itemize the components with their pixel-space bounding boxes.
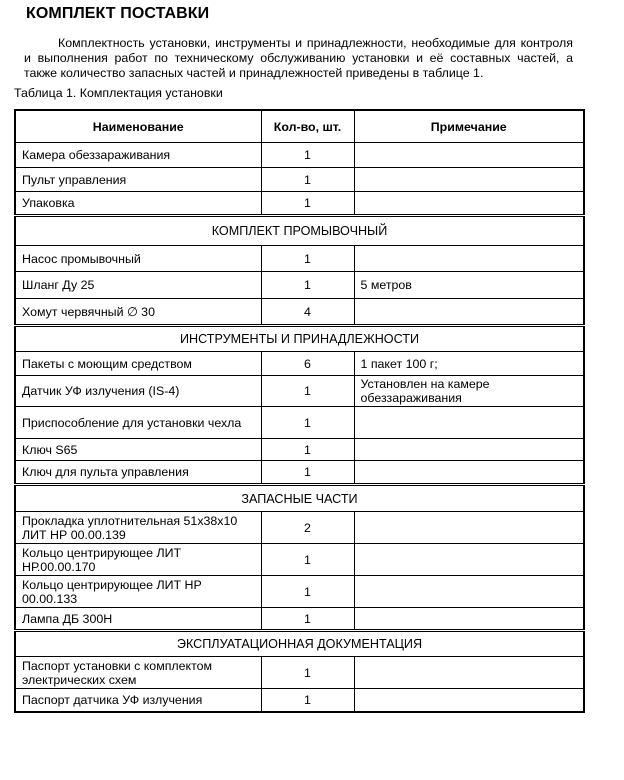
row-name: Шланг Ду 25 bbox=[15, 272, 261, 299]
row-qty: 6 bbox=[261, 352, 354, 376]
section-header-row bbox=[15, 326, 584, 352]
row-name: Паспорт датчика УФ излучения bbox=[15, 689, 261, 712]
section-title: ИНСТРУМЕНТЫ И ПРИНАДЛЕЖНОСТИ bbox=[15, 326, 584, 352]
row-qty: 1 bbox=[261, 143, 354, 168]
row-qty: 1 bbox=[261, 272, 354, 299]
table-row bbox=[15, 192, 584, 216]
table-row bbox=[15, 608, 584, 631]
header-note: Примечание bbox=[354, 110, 584, 143]
section-header-row bbox=[15, 485, 584, 512]
table-row bbox=[15, 576, 584, 608]
row-note bbox=[354, 407, 584, 439]
row-note bbox=[354, 576, 584, 608]
table-header-row bbox=[15, 110, 584, 143]
row-note bbox=[354, 246, 584, 272]
row-qty: 1 bbox=[261, 689, 354, 712]
row-note bbox=[354, 192, 584, 216]
row-name: Насос промывочный bbox=[15, 246, 261, 272]
section-title: ЗАПАСНЫЕ ЧАСТИ bbox=[15, 485, 584, 512]
row-name: Ключ S65 bbox=[15, 439, 261, 461]
row-qty: 4 bbox=[261, 299, 354, 326]
table-row bbox=[15, 272, 584, 299]
row-qty: 1 bbox=[261, 439, 354, 461]
row-name: Пакеты с моющим средством bbox=[15, 352, 261, 376]
header-qty: Кол-во, шт. bbox=[261, 110, 354, 143]
equipment-table bbox=[14, 109, 585, 713]
table-row bbox=[15, 657, 584, 689]
row-name: Кольцо центрирующее ЛИТ НР.00.00.170 bbox=[15, 544, 261, 576]
row-name: Пульт управления bbox=[15, 168, 261, 192]
table-caption: Таблица 1. Комплектация установки bbox=[14, 86, 223, 100]
row-qty: 2 bbox=[261, 512, 354, 544]
row-qty: 1 bbox=[261, 168, 354, 192]
row-note: 1 пакет 100 г; bbox=[354, 352, 584, 376]
row-qty: 1 bbox=[261, 192, 354, 216]
row-note bbox=[354, 168, 584, 192]
row-name: Датчик УФ излучения (IS-4) bbox=[15, 376, 261, 407]
row-name: Кольцо центрирующее ЛИТ НР 00.00.133 bbox=[15, 576, 261, 608]
table-row bbox=[15, 461, 584, 485]
table-row bbox=[15, 168, 584, 192]
section-header-row bbox=[15, 216, 584, 246]
table-row bbox=[15, 439, 584, 461]
table-row bbox=[15, 376, 584, 407]
table-row bbox=[15, 352, 584, 376]
row-qty: 1 bbox=[261, 544, 354, 576]
table-body bbox=[15, 143, 584, 712]
row-name: Лампа ДБ 300Н bbox=[15, 608, 261, 631]
row-name: Хомут червячный ∅ 30 bbox=[15, 299, 261, 326]
row-note bbox=[354, 544, 584, 576]
row-name: Ключ для пульта управления bbox=[15, 461, 261, 485]
row-note bbox=[354, 299, 584, 326]
row-qty: 1 bbox=[261, 376, 354, 407]
row-note bbox=[354, 439, 584, 461]
row-name: Паспорт установки с комплектом электрических схем bbox=[15, 657, 261, 689]
page-title: КОМПЛЕКТ ПОСТАВКИ bbox=[26, 5, 210, 22]
row-qty: 1 bbox=[261, 461, 354, 485]
header-name: Наименование bbox=[15, 110, 261, 143]
row-note bbox=[354, 657, 584, 689]
table-row bbox=[15, 143, 584, 168]
row-name: Приспособление для установки чехла bbox=[15, 407, 261, 439]
row-name: Камера обеззараживания bbox=[15, 143, 261, 168]
row-note bbox=[354, 689, 584, 712]
row-name: Упаковка bbox=[15, 192, 261, 216]
section-header-row bbox=[15, 631, 584, 657]
table-row bbox=[15, 689, 584, 712]
row-note bbox=[354, 512, 584, 544]
row-name: Прокладка уплотнительная 51х38х10 ЛИТ НР 00.00.139 bbox=[15, 512, 261, 544]
section-title: КОМПЛЕКТ ПРОМЫВОЧНЫЙ bbox=[15, 216, 584, 246]
row-note: 5 метров bbox=[354, 272, 584, 299]
row-qty: 1 bbox=[261, 576, 354, 608]
row-qty: 1 bbox=[261, 407, 354, 439]
table-row bbox=[15, 512, 584, 544]
table-row bbox=[15, 544, 584, 576]
row-qty: 1 bbox=[261, 657, 354, 689]
row-qty: 1 bbox=[261, 246, 354, 272]
row-qty: 1 bbox=[261, 608, 354, 631]
intro-paragraph: Комплектность установки, инструменты и принадлежности, необходимые для контроля и выполнения работ по техническому обслуживанию установки и её составных частей, а также количество запасных частей и принадлежностей приведены в таблице 1. bbox=[24, 36, 573, 80]
table-row bbox=[15, 407, 584, 439]
row-note bbox=[354, 608, 584, 631]
row-note bbox=[354, 461, 584, 485]
section-title: ЭКСПЛУАТАЦИОННАЯ ДОКУМЕНТАЦИЯ bbox=[15, 631, 584, 657]
row-note bbox=[354, 143, 584, 168]
row-note: Установлен на камере обеззараживания bbox=[354, 376, 584, 407]
table-row bbox=[15, 299, 584, 326]
table-row bbox=[15, 246, 584, 272]
